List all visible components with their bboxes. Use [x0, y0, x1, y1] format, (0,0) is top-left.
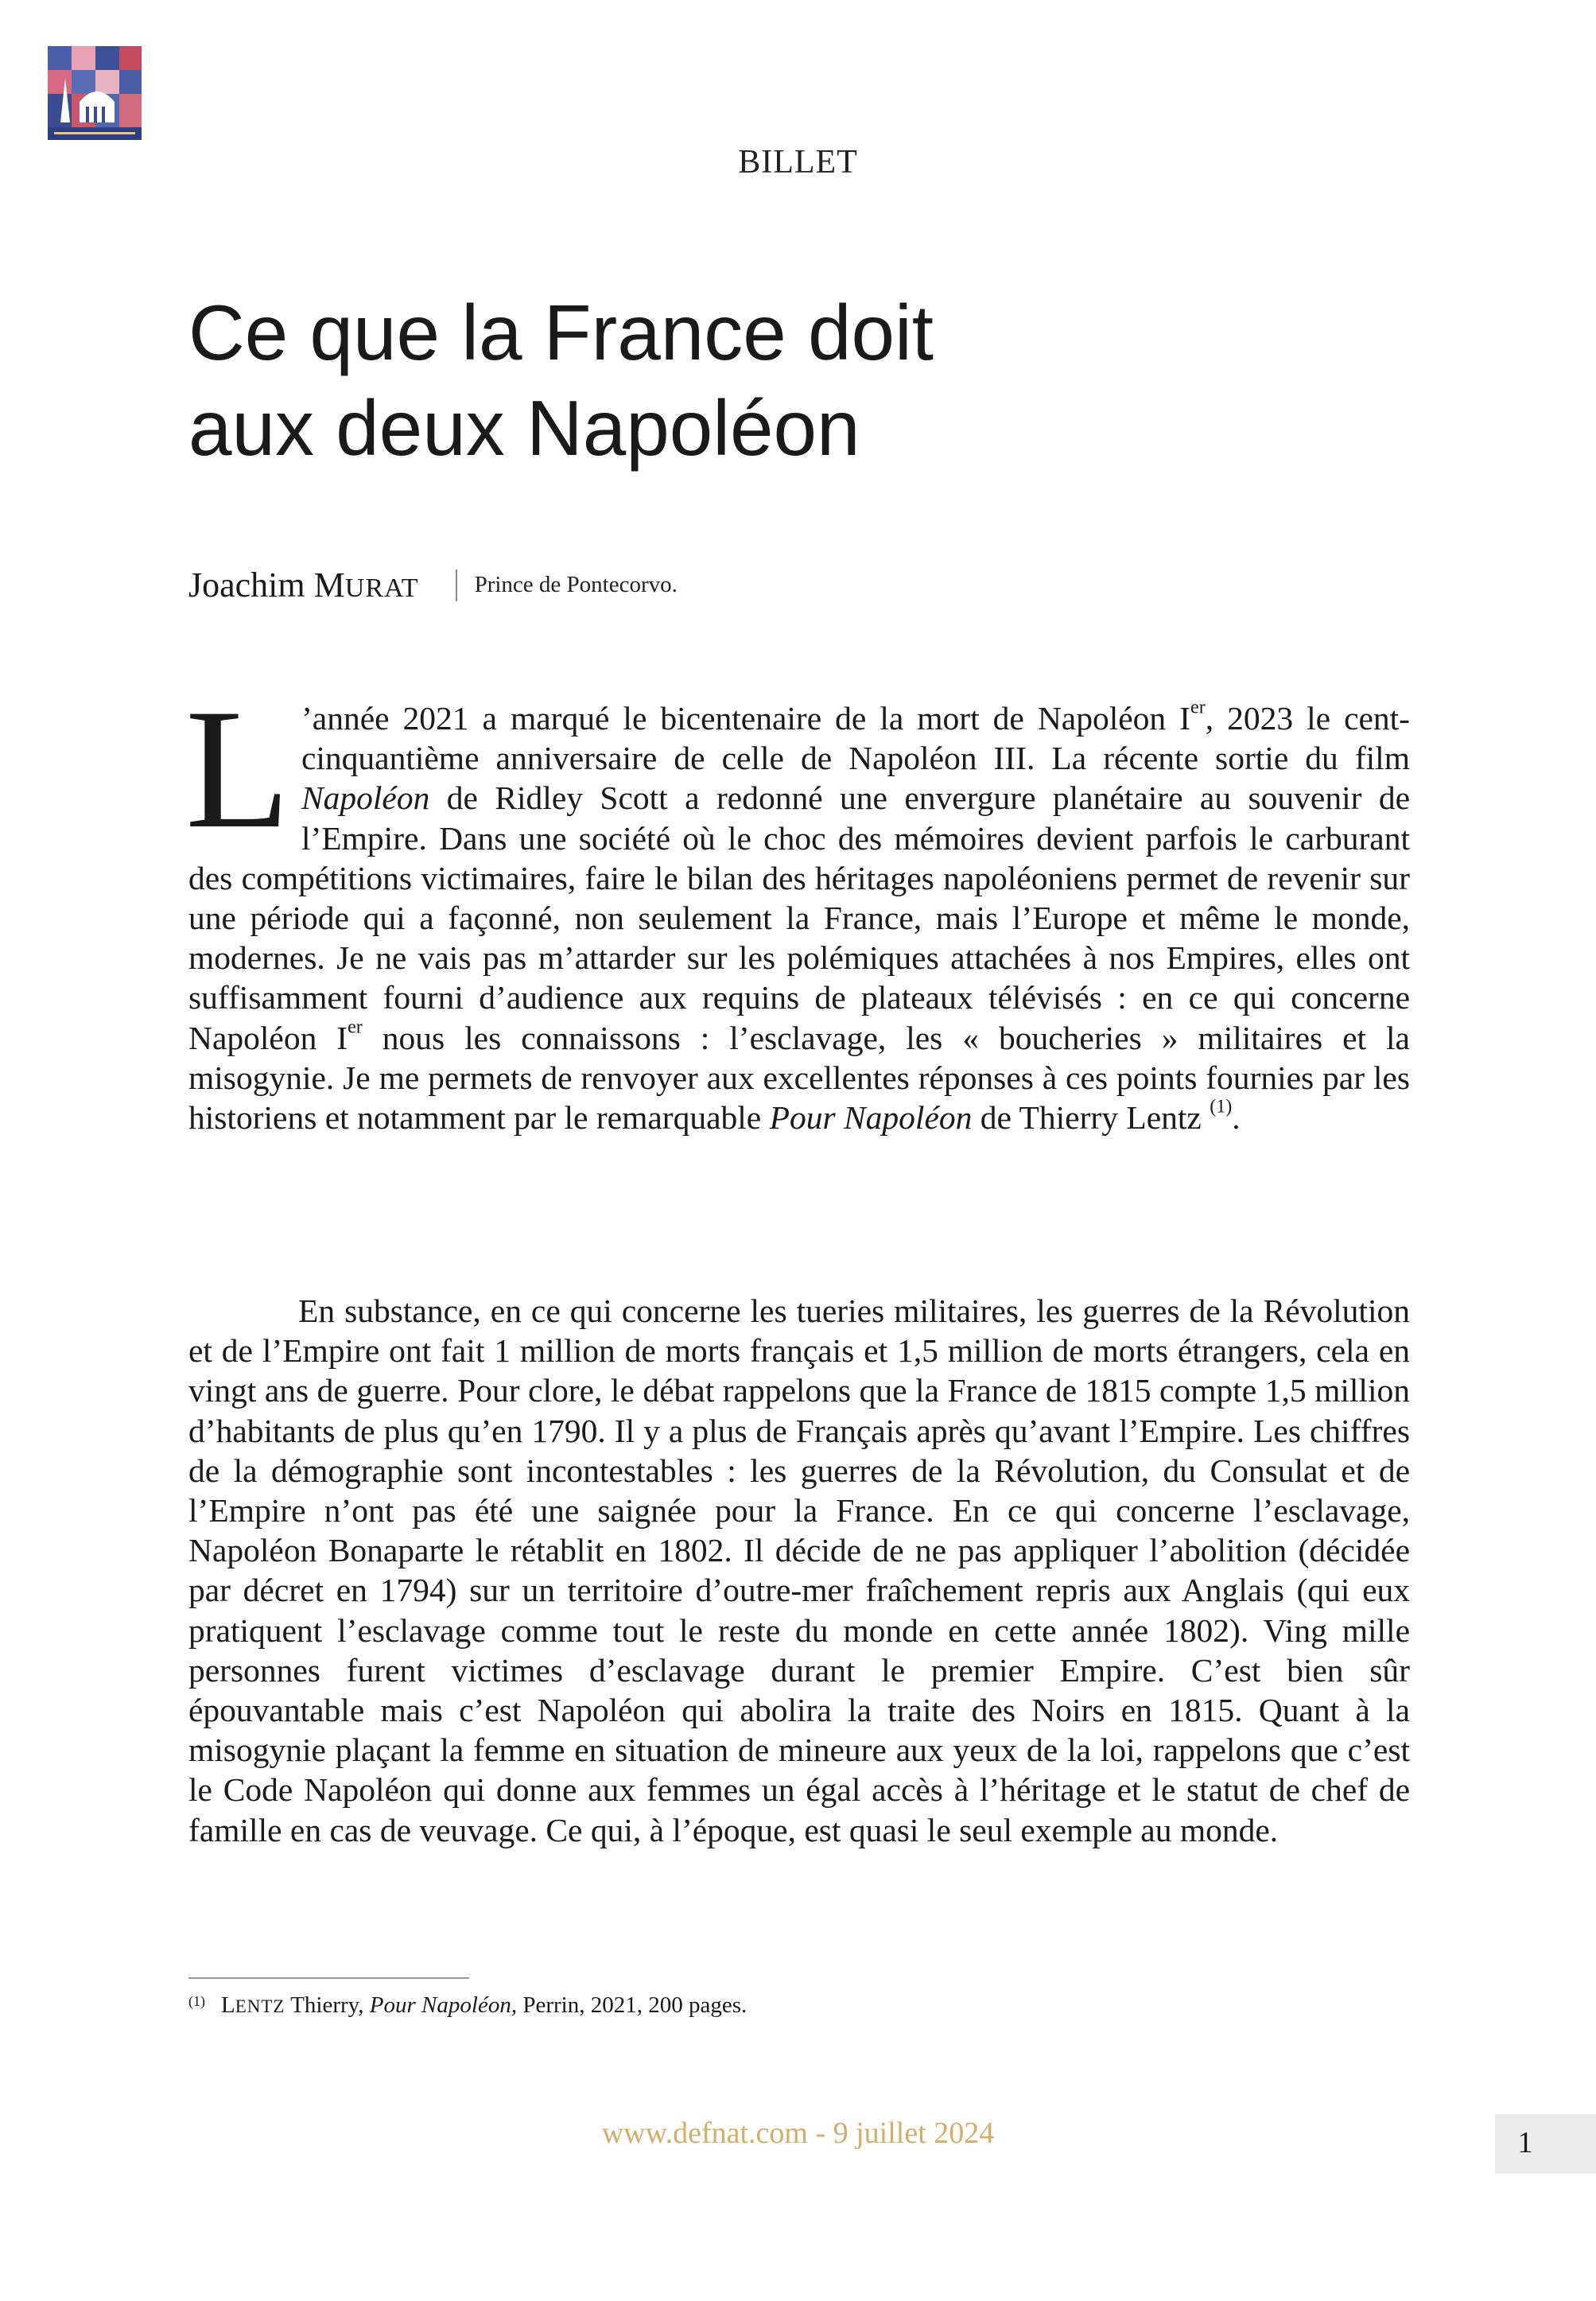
page-number: 1 [1517, 2126, 1533, 2159]
section-label: BILLET [738, 144, 858, 181]
title-line: aux deux Napoléon [188, 384, 860, 472]
footnote [188, 1992, 747, 2019]
footnote-author-initial: L [221, 1992, 235, 2018]
text-run: , 2023 le cent-cinquantième anniversaire de celle de Napoléon III. La récente sortie du film [301, 700, 1411, 777]
text-run: nous les connaissons : l’esclavage, les « boucheries » militaires et la misogynie. Je me permets de renvoyer aux excellentes réponses à ces points fournies par les historiens et notamment par le remarquable [188, 1019, 1410, 1137]
footnote-divider [188, 1977, 469, 1979]
film-title: Napoléon [301, 779, 430, 817]
book-title: Pour Napoléon [769, 1099, 973, 1137]
text-run: En substance, en ce qui concerne les tueries militaires, les guerres de la Révolution et de l’Empire ont fait 1 million de morts français et 1,5 million de morts étrangers, cela en vingt ans de guerre. Pour clore, le débat rappelons que la France de 1815 compte 1,5 million d’habitants de plus qu’en 1790. Il y a plus de Français après qu’avant l’Empire. Les chiffres de la démographie sont incontestables : les guerres de la Révolution, du Consulat et de l’Empire n’ont pas été une saignée pour la France. En ce qui concerne l’esclavage, Napoléon Bonaparte le rétablit en 1802. Il décide de ne pas appliquer l’abolition (décidée par décret en 1794) sur un territoire d’outre-mer fraîchement repris aux Anglais (qui eux pratiquent l’esclavage comme tout le reste du monde en cette année 1802). Ving mille personnes furent victimes d’esclavage durant le premier Empire. C’est bien sûr épouvantable mais c’est Napoléon qui abolira la traite des Noirs en 1815. Quant à la misogynie plaçant la femme en situation de mineure aux yeux de la loi, rappelons que c’est le Code Napoléon qui donne aux femmes un égal accès à l’héritage et le statut de chef de famille en cas de veuvage. Ce qui, à l’époque, est quasi le seul exemple au monde. [188, 1292, 1410, 1848]
superscript: er [1190, 697, 1206, 718]
footnote-author-rest: ENTZ [235, 1996, 285, 2016]
footnote-number: (1) [188, 1993, 205, 2009]
footer-url-date[interactable]: www.defnat.com - 9 juillet 2024 [601, 2116, 995, 2150]
footnote-book-title: Pour Napoléon [369, 1992, 511, 2018]
page-title [188, 285, 1381, 476]
revue-logo [48, 46, 142, 140]
superscript: er [348, 1016, 363, 1038]
author-affiliation: Prince de Pontecorvo. [474, 572, 678, 597]
text-run: , Perrin, 2021, 200 pages. [511, 1992, 748, 2018]
title-line: Ce que la France doit [188, 289, 934, 376]
author-last-initial: M [313, 566, 345, 604]
text-run: Thierry, [285, 1992, 370, 2018]
byline-divider [456, 569, 457, 601]
page-number-box [1495, 2114, 1596, 2174]
author-first-name: Joachim [188, 566, 305, 604]
paragraph-intro [185, 674, 1411, 1137]
drop-cap: L [185, 674, 290, 864]
byline [188, 565, 678, 605]
text-run: de Thierry Lentz [972, 1099, 1210, 1137]
text-run: de Ridley Scott a redonné une envergure planétaire au souvenir de l’Empire. Dans une société où le choc des mémoires devient parfois le carburant des compétitions victimaires, faire le bilan des héritages napoléoniens permet de revenir sur une période qui a façonné, non seulement la France, mais l’Europe et même le monde, modernes. Je ne vais pas m’attarder sur les polémiques attachées à nos Empires, elles ont suffisamment fourni d’audience aux requins de plateaux télévisés : en ce qui concerne Napoléon I [188, 779, 1410, 1056]
author-last-rest: URAT [344, 573, 419, 603]
paragraph-body [188, 1291, 1410, 1850]
footnote-ref[interactable]: (1) [1210, 1096, 1233, 1117]
text-run: ’année 2021 a marqué le bicentenaire de la mort de Napoléon I [301, 700, 1191, 737]
text-run: . [1232, 1099, 1241, 1137]
author-name [188, 565, 419, 605]
